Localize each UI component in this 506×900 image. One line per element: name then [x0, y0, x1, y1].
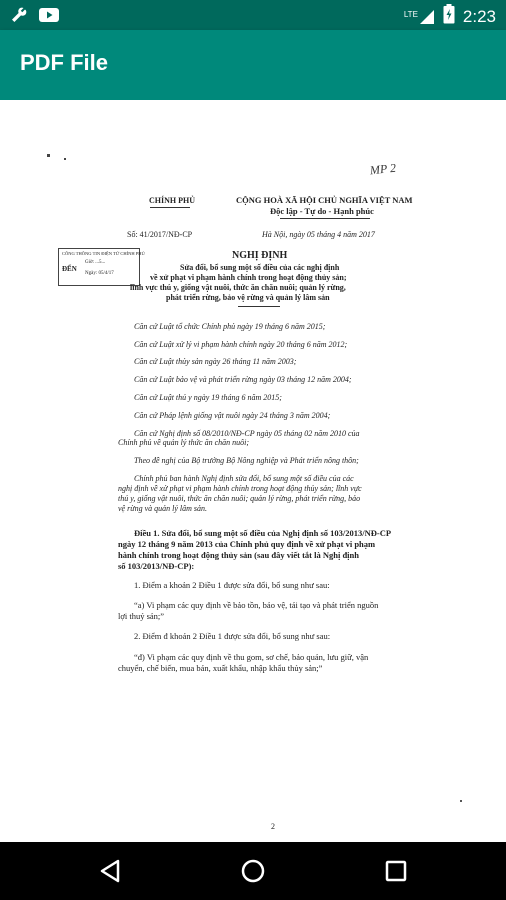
article-quote: “a) Vi phạm các quy định về bảo tồn, bảo vệ, tái tạo và phát triển nguồn — [134, 600, 379, 610]
scan-speck — [460, 800, 462, 802]
navigation-bar — [0, 842, 506, 900]
article-quote: “đ) Vi phạm các quy định về thu gom, sơ chế, bảo quản, lưu giữ, vận — [134, 652, 369, 662]
back-button[interactable] — [96, 856, 126, 886]
enactment-line: Chính phủ ban hành Nghị định sửa đổi, bổ sung một số điều của các — [134, 474, 354, 483]
decree-title: NGHỊ ĐỊNH — [232, 250, 288, 261]
preamble-line: Căn cứ Luật thủy sản ngày 26 tháng 11 năm 2003; — [134, 357, 297, 366]
article-item: 1. Điểm a khoản 2 Điều 1 được sửa đổi, bổ sung như sau: — [134, 580, 330, 590]
page-number: 2 — [271, 822, 275, 831]
received-stamp — [58, 248, 145, 286]
article-heading: Điều 1. Sửa đổi, bổ sung một số điều của Nghị định số 103/2013/NĐ-CP — [134, 528, 392, 538]
document-date: Hà Nội, ngày 05 tháng 4 năm 2017 — [262, 230, 375, 239]
scan-speck — [47, 154, 50, 157]
decree-subtitle-line: về xử phạt vi phạm hành chính trong hoạt động thủy sản; — [150, 273, 347, 282]
app-title: PDF File — [20, 50, 109, 75]
national-motto: Độc lập - Tự do - Hạnh phúc — [270, 206, 374, 216]
battery-icon — [443, 4, 455, 29]
preamble-line: Chính phủ về quản lý thức ăn chăn nuôi; — [118, 438, 250, 447]
divider — [280, 218, 370, 219]
status-bar — [0, 0, 506, 30]
document-number: Số: 41/2017/NĐ-CP — [127, 230, 193, 239]
article-heading: số 103/2013/NĐ-CP): — [118, 561, 195, 571]
decree-subtitle-line: lĩnh vực thú y, giống vật nuôi, thức ăn chăn nuôi; quản lý rừng, — [130, 283, 346, 292]
recents-button[interactable] — [381, 856, 411, 886]
enactment-line: vệ rừng và quản lý lâm sản. — [118, 504, 208, 513]
republic-heading: CỘNG HOÀ XÃ HỘI CHỦ NGHĨA VIỆT NAM — [236, 195, 413, 205]
recents-square-icon — [381, 856, 411, 886]
divider — [150, 207, 190, 208]
preamble-line: Căn cứ Luật bảo vệ và phát triển rừng ngày 03 tháng 12 năm 2004; — [134, 375, 352, 384]
article-item: 2. Điểm đ khoản 2 Điều 1 được sửa đổi, bổ sung như sau: — [134, 631, 331, 641]
pdf-document — [0, 100, 506, 842]
stamp-header: CÔNG THÔNG TIN ĐIỆN TỬ CHÍNH PHỦ — [62, 251, 145, 256]
preamble-line: Căn cứ Luật tổ chức Chính phủ ngày 19 tháng 6 năm 2015; — [134, 322, 326, 331]
pdf-page-viewer[interactable] — [0, 100, 506, 842]
enactment-line: nghị định về xử phạt vi phạm hành chính trong hoạt động thủy sản; lĩnh vực — [118, 484, 362, 493]
network-type-label: LTE — [403, 9, 418, 19]
article-heading: ngày 12 tháng 9 năm 2013 của Chính phủ quy định về xử phạt vi phạm — [118, 539, 376, 549]
wrench-icon — [10, 6, 28, 29]
back-triangle-icon — [96, 856, 126, 886]
divider — [238, 306, 280, 307]
stamp-time: Giờ: ...5... — [85, 260, 106, 265]
handwritten-note: MP 2 — [369, 160, 397, 178]
preamble-line: Căn cứ Luật xử lý vi phạm hành chính ngày 20 tháng 6 năm 2012; — [134, 340, 348, 349]
enactment-line: thú y, giống vật nuôi, thức ăn chăn nuôi; quản lý rừng, phát triển rừng, bảo — [118, 494, 361, 503]
app-bar — [0, 30, 506, 100]
youtube-icon — [38, 7, 60, 28]
stamp-date: Ngày: 05/4/17 — [85, 271, 114, 276]
preamble-line: Căn cứ Nghị định số 08/2010/NĐ-CP ngày 05 tháng 02 năm 2010 của — [134, 429, 360, 438]
issuing-org: CHÍNH PHỦ — [149, 196, 195, 205]
stamp-den: ĐẾN — [62, 265, 77, 273]
preamble-line: Căn cứ Pháp lệnh giống vật nuôi ngày 24 tháng 3 năm 2004; — [134, 411, 331, 420]
clock-time: 2:23 — [462, 6, 496, 26]
article-quote: chuyển, chế biến, mua bán, xuất khẩu, nhập khẩu thủy sản;” — [118, 663, 323, 673]
scan-speck — [64, 158, 66, 160]
decree-subtitle-line: Sửa đổi, bổ sung một số điều của các nghị định — [180, 263, 340, 272]
home-button[interactable] — [238, 856, 268, 886]
article-heading: hành chính trong hoạt động thủy sản (sau đây viết tắt là Nghị định — [118, 550, 359, 560]
article-quote: lợi thuỷ sản;” — [118, 611, 165, 621]
preamble-line: Căn cứ Luật thú y ngày 19 tháng 6 năm 2015; — [134, 393, 282, 402]
signal-icon — [404, 9, 435, 25]
decree-subtitle-line: phát triển rừng, bảo vệ rừng và quản lý lâm sản — [166, 293, 330, 302]
home-circle-icon — [238, 856, 268, 886]
preamble-line: Theo đề nghị của Bộ trưởng Bộ Nông nghiệp và Phát triển nông thôn; — [134, 456, 359, 465]
